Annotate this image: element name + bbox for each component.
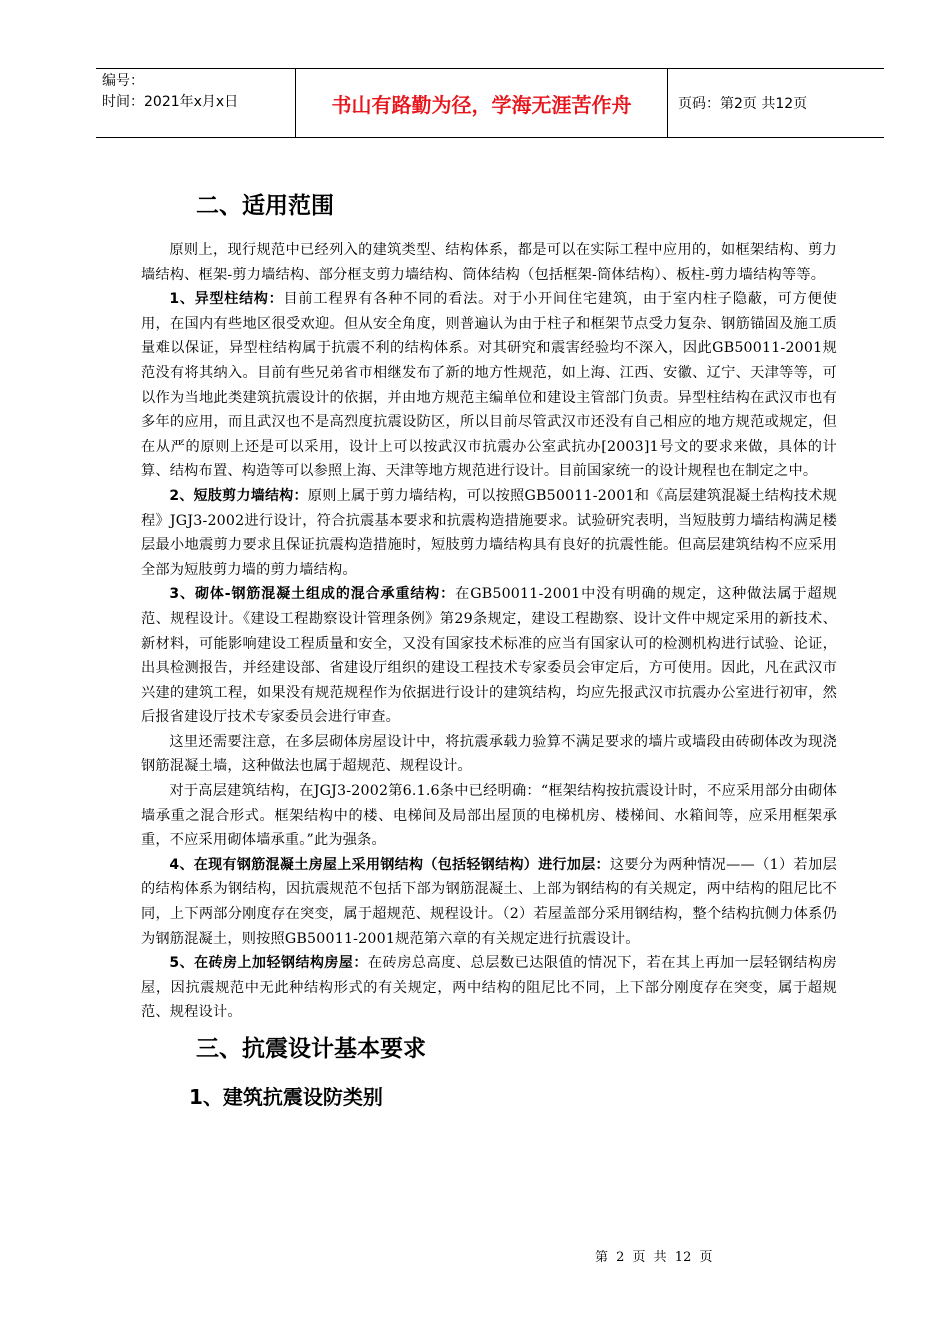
item-3-text: 在GB50011-2001中没有明确的规定，这种做法属于超规范、规程设计。《建设工程勘察设计管理条例》第29条规定，建设工程勘察、设计文件中规定采用的新技术、新材料，可能影响建设工程质量和安全，又没有国家技术标准的应当有国家认可的检测机构进行试验、论证，出具检测报告，并经建设部、省建设厅组织的建设工程技术专家委员会审定后，方可使用。因此，凡在武汉市兴建的建筑工程，如果没有规范规程作为依据进行设计的建筑结构，均应先报武汉市抗震办公室进行初审，然后报省建设厅技术专家委员会进行审查。	[141, 586, 837, 726]
item-1-paragraph	[141, 287, 837, 484]
document-body	[141, 168, 837, 1115]
section-2-intro: 原则上，现行规范中已经列入的建筑类型、结构体系，都是可以在实际工程中应用的，如框架结构、剪力墙结构、框架-剪力墙结构、部分框支剪力墙结构、筒体结构（包括框架-筒体结构）、板柱-剪力墙结构等等。	[141, 242, 837, 283]
item-1-lead: 1、异型柱结构：	[169, 291, 284, 308]
header-meta	[96, 69, 296, 137]
header-page-label: 页码：第2页 共12页	[678, 96, 808, 112]
item-5-text: 在砖房总高度、总层数已达限值的情况下，若在其上再加一层轻钢结构房屋，因抗震规范中无此种结构形式的有关规定，两中结构的阻尼比不同，上下部分刚度存在突变，属于超规范、规程设计。	[141, 955, 837, 1021]
note-1-paragraph: 这里还需要注意，在多层砌体房屋设计中，将抗震承载力验算不满足要求的墙片或墙段由砖砌体改为现浇钢筋混凝土墙，这种做法也属于超规范、规程设计。	[141, 733, 837, 775]
section-3-subtitle-1: 1、建筑抗震设防类别	[189, 1085, 383, 1109]
item-5-lead: 5、在砖房上加轻钢结构房屋：	[169, 955, 368, 972]
header-motto: 书山有路勤为径，学海无涯苦作舟	[296, 69, 668, 137]
page-header	[96, 68, 884, 138]
page-footer: 第 2 页 共 12 页	[595, 1250, 713, 1265]
item-3-lead: 3、砌体-钢筋混凝土组成的混合承重结构：	[169, 586, 456, 603]
note-2-paragraph: 对于高层建筑结构，在JGJ3-2002第6.1.6条中已经明确：“框架结构按抗震设计时，不应采用部分由砌体墙承重之混合形式。框架结构中的楼、电梯间及局部出屋顶的电梯机房、楼梯间、水箱间等，应采用框架承重，不应采用砌体墙承重。”此为强条。	[141, 783, 837, 849]
section-2-title: 二、适用范围	[196, 193, 334, 219]
item-2-text: 原则上属于剪力墙结构，可以按照GB50011-2001和《高层建筑混凝土结构技术规程》JGJ3-2002进行设计，符合抗震基本要求和抗震构造措施要求。试验研究表明，当短肢剪力墙结构满足楼层最小地震剪力要求且保证抗震构造措施时，短肢剪力墙结构具有良好的抗震性能。但高层建筑结构不应采用全部为短肢剪力墙的剪力墙结构。	[141, 487, 837, 578]
item-5-paragraph	[141, 951, 837, 1025]
item-4-text: 这要分为两种情况——（1）若加层的结构体系为钢结构，因抗震规范不包括下部为钢筋混凝土、上部为钢结构的有关规定，两中结构的阻尼比不同，上下两部分刚度存在突变，属于超规范、规程设计。（2）若屋盖部分采用钢结构，整个结构抗侧力体系仍为钢筋混凝土，则按照GB50011-2001规范第六章的有关规定进行抗震设计。	[141, 856, 837, 947]
document-number-label: 编号：	[102, 73, 144, 89]
document-time-label: 时间：2021年x月x日	[102, 94, 239, 110]
item-1-text: 目前工程界有各种不同的看法。对于小开间住宅建筑，由于室内柱子隐蔽，可方便使用，在国内有些地区很受欢迎。但从安全角度，则普遍认为由于柱子和框架节点受力复杂、钢筋锚固及施工质量难以保证，异型柱结构属于抗震不利的结构体系。对其研究和震害经验均不深入，因此GB50011-2001规范没有将其纳入。目前有些兄弟省市相继发布了新的地方性规范，如上海、江西、安徽、辽宁、天津等等，可以作为当地此类建筑抗震设计的依据，并由地方规范主编单位和建设主管部门负责。异型柱结构在武汉市也有多年的应用，而且武汉也不是高烈度抗震设防区，所以目前尽管武汉市还没有自己相应的地方规范或规定，但在从严的原则上还是可以采用，设计上可以按武汉市抗震办公室武抗办[2003]1号文的要求来做，具体的计算、结构布置、构造等可以参照上海、天津等地方规范进行设计。目前国家统一的设计规程也在制定之中。	[141, 291, 838, 480]
item-4-lead: 4、在现有钢筋混凝土房屋上采用钢结构（包括轻钢结构）进行加层：	[169, 856, 610, 873]
item-3-paragraph	[141, 582, 837, 730]
item-4-paragraph	[141, 853, 837, 951]
section-3-title: 三、抗震设计基本要求	[196, 1036, 426, 1062]
item-2-lead: 2、短肢剪力墙结构：	[169, 487, 308, 504]
item-2-paragraph	[141, 484, 837, 582]
